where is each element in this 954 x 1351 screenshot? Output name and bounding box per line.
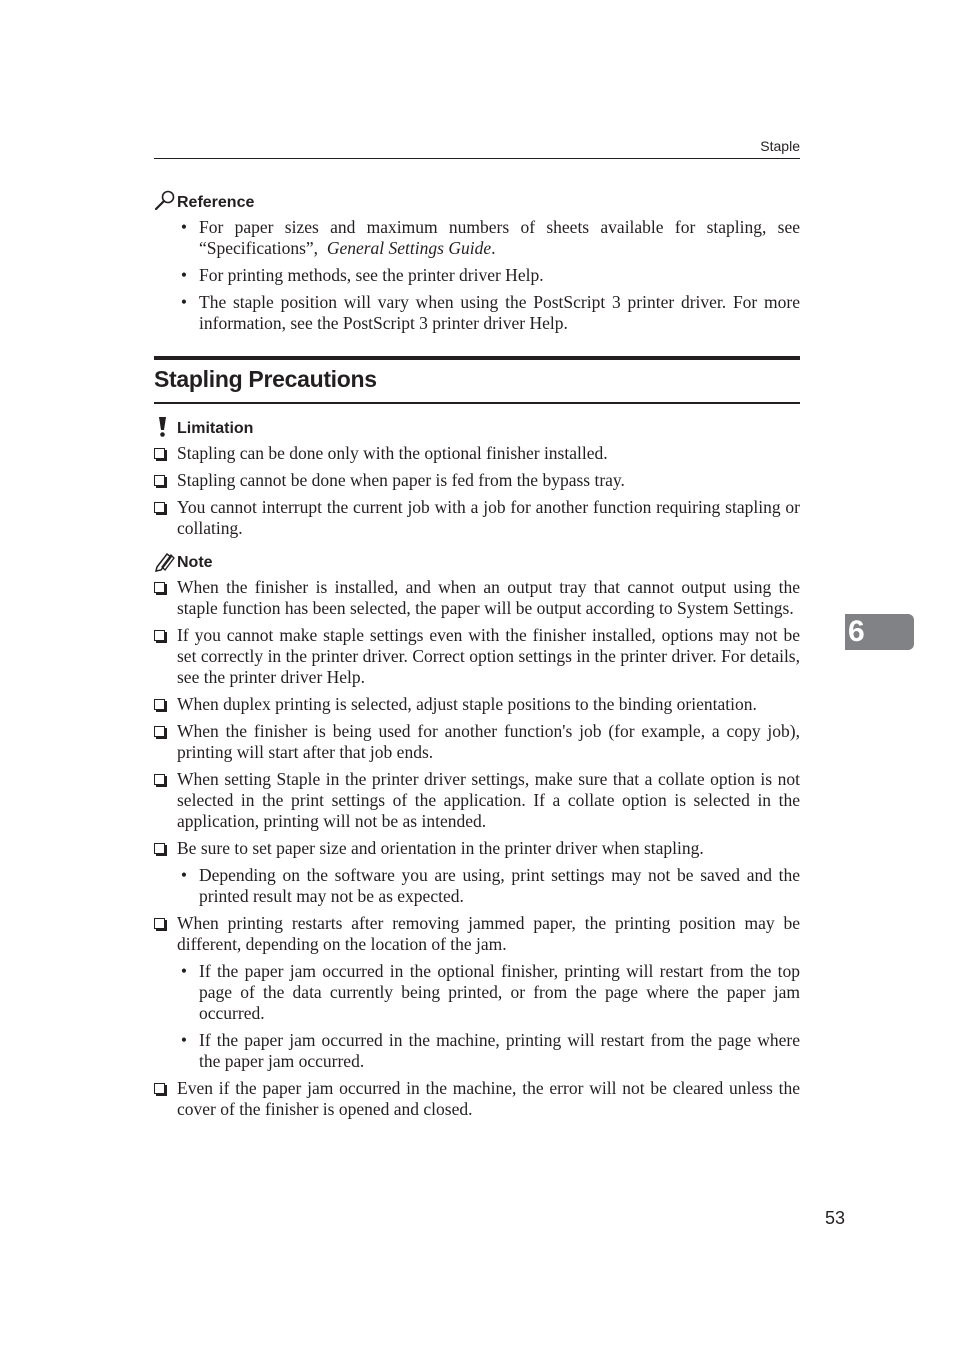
checkbox-icon	[154, 1083, 165, 1094]
note-item-text: When duplex printing is selected, adjust staple positions to the binding orientation.	[177, 694, 757, 714]
note-label: Note	[177, 554, 213, 571]
running-header-title: Staple	[760, 138, 800, 154]
sub-list-item: • Depending on the software you are using, print settings may not be saved and the printed result may not be as expected.	[180, 865, 800, 906]
list-item	[154, 721, 800, 763]
exclamation-icon	[154, 416, 176, 438]
list-item: • For paper sizes and maximum numbers of sheets available for stapling, see “Specifications”, General Settings Guide.	[180, 217, 800, 258]
list-item	[154, 1078, 800, 1120]
page-number: 53	[824, 1208, 845, 1228]
list-item	[154, 913, 800, 1072]
checkbox-icon	[154, 448, 165, 459]
list-item	[154, 577, 800, 619]
note-heading	[154, 550, 213, 572]
note-item-text: Be sure to set paper size and orientation in the printer driver when stapling.	[177, 838, 704, 858]
checkbox-icon	[154, 843, 165, 854]
sub-list	[177, 961, 800, 1072]
section-title: Stapling Precautions	[154, 366, 377, 392]
list-item: • The staple position will vary when using the PostScript 3 printer driver. For more information, see the PostScript 3 printer driver Help.	[180, 292, 800, 333]
limitation-item-text: Stapling cannot be done when paper is fed from the bypass tray.	[177, 470, 625, 490]
checkbox-icon	[154, 630, 165, 641]
list-item	[154, 470, 800, 491]
section-rule-top	[154, 356, 800, 360]
note-item-text: When the finisher is being used for another function's job (for example, a copy job), printing will start after that job ends.	[177, 721, 800, 762]
reference-item-3-text: The staple position will vary when using the PostScript 3 printer driver. For more information, see the PostScript 3 printer driver Help.	[199, 292, 800, 333]
limitation-heading	[154, 416, 253, 438]
checkbox-icon	[154, 582, 165, 593]
checkbox-icon	[154, 918, 165, 929]
list-item	[154, 769, 800, 832]
reference-heading	[154, 190, 254, 212]
list-item	[154, 497, 800, 539]
sub-item-text: If the paper jam occurred in the optional finisher, printing will restart from the top page of the data currently being printed, or from the page where the paper jam occurred.	[199, 961, 800, 1023]
list-item	[154, 694, 800, 715]
checkbox-icon	[154, 502, 165, 513]
section-rule-bottom	[154, 402, 800, 404]
checkbox-icon	[154, 726, 165, 737]
pencil-icon	[154, 550, 176, 572]
sub-list-item: • If the paper jam occurred in the optional finisher, printing will restart from the top page of the data currently being printed, or from the page where the paper jam occurred.	[180, 961, 800, 1023]
list-item	[154, 625, 800, 688]
list-item	[154, 443, 800, 464]
limitation-item-text: Stapling can be done only with the optional finisher installed.	[177, 443, 608, 463]
sub-list	[177, 865, 800, 907]
sub-item-text: Depending on the software you are using, print settings may not be saved and the printed result may not be as expected.	[199, 865, 800, 906]
chapter-tab	[845, 614, 914, 650]
checkbox-icon	[154, 774, 165, 785]
checkbox-icon	[154, 475, 165, 486]
reference-item-2-text: For printing methods, see the printer driver Help.	[199, 265, 544, 285]
limitation-item-text: You cannot interrupt the current job with a job for another function requiring stapling or collating.	[177, 497, 800, 538]
reference-item-1-text: For paper sizes and maximum numbers of sheets available for stapling, see “Specifications”,	[199, 217, 800, 258]
reference-list	[177, 217, 800, 340]
note-item-text: Even if the paper jam occurred in the machine, the error will not be cleared unless the cover of the finisher is opened and closed.	[177, 1078, 800, 1119]
note-item-text: When the finisher is installed, and when an output tray that cannot output using the staple function has been selected, the paper will be output according to System Settings.	[177, 577, 800, 618]
reference-item-1-end: .	[491, 238, 496, 258]
checkbox-icon	[154, 699, 165, 710]
reference-label: Reference	[177, 194, 255, 211]
note-item-text: If you cannot make staple settings even with the finisher installed, options may not be set correctly in the printer driver. Correct option settings in the printer driver. For details, see the printer driver Help.	[177, 625, 800, 687]
note-item-text: When printing restarts after removing jammed paper, the printing position may be different, depending on the location of the jam.	[177, 913, 800, 954]
list-item: • For printing methods, see the printer driver Help.	[180, 265, 544, 285]
limitation-list	[154, 443, 800, 545]
sub-list-item: • If the paper jam occurred in the machine, printing will restart from the page where the paper jam occurred.	[180, 1030, 800, 1071]
magnifier-icon	[154, 190, 176, 212]
header-rule	[154, 158, 800, 159]
sub-item-text: If the paper jam occurred in the machine, printing will restart from the page where the paper jam occurred.	[199, 1030, 800, 1071]
chapter-number: 6	[848, 615, 865, 648]
reference-item-1-italic: General Settings Guide	[326, 238, 492, 258]
note-item-text: When setting Staple in the printer driver settings, make sure that a collate option is not selected in the print settings of the application. If a collate option is selected in the application, printing will not be as intended.	[177, 769, 800, 831]
limitation-label: Limitation	[177, 420, 254, 437]
note-list	[154, 577, 800, 1126]
list-item	[154, 838, 800, 907]
